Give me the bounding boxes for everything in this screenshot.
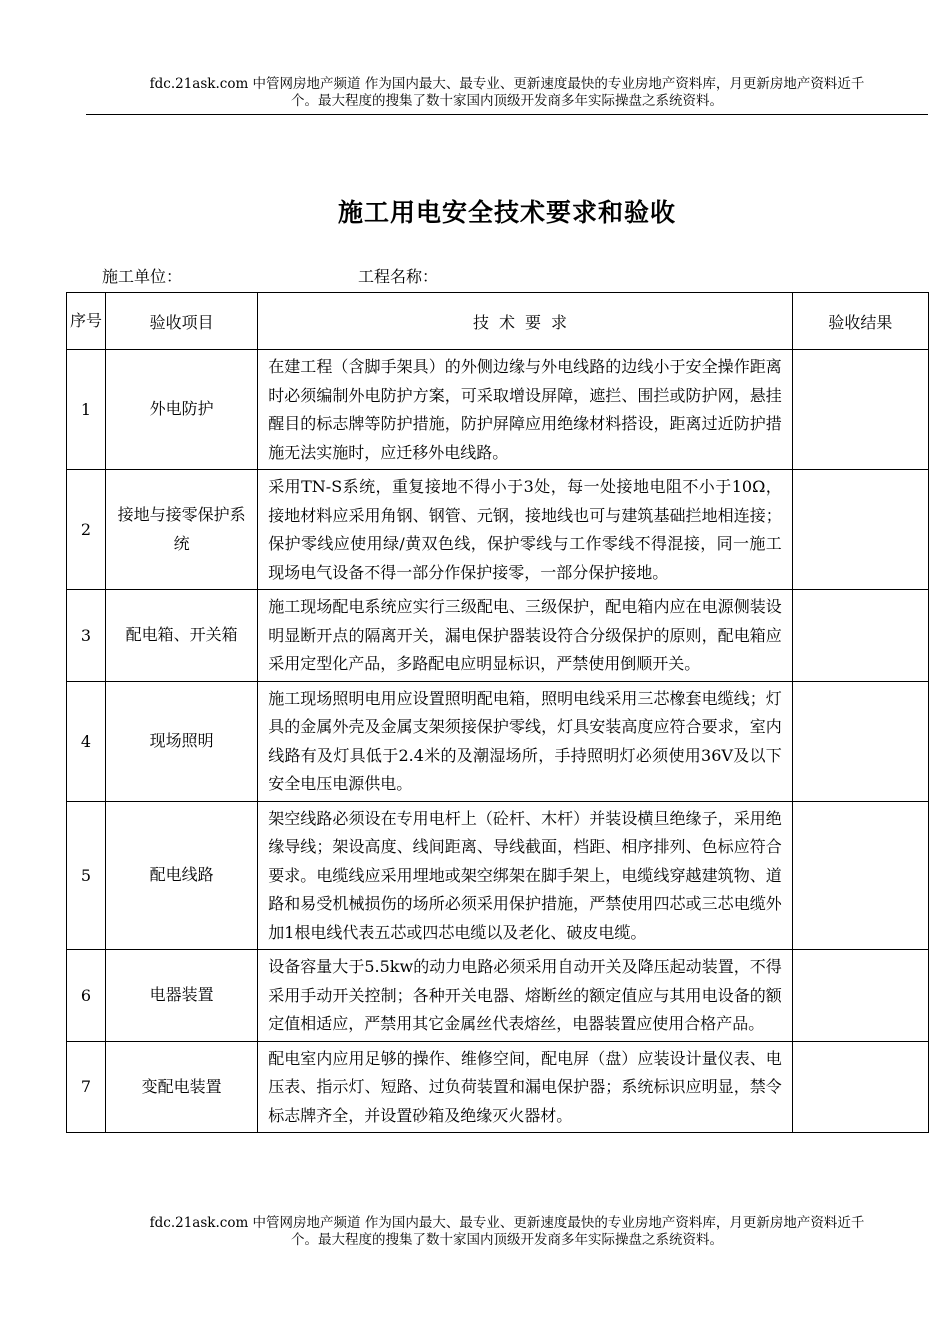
row-item: 现场照明: [106, 681, 258, 801]
table-row: [67, 801, 929, 950]
row-result[interactable]: [792, 350, 928, 470]
table-row: [67, 950, 929, 1042]
row-requirement: 采用TN-S系统，重复接地不得小于3处，每一处接地电阻不小于10Ω，接地材料应采用角钢、钢管、元钢，接地线也可与建筑基础拦地相连接；保护零线应使用绿/黄双色线，保护零线与工作零线不得混接，同一施工现场电气设备不得一部分作保护接零，一部分保护接地。: [258, 470, 793, 590]
header-requirement: 技术要求: [258, 293, 793, 350]
header-line-1: fdc.21ask.com 中管网房地产频道 作为国内最大、最专业、更新速度最快的专业房地产资料库，月更新房地产资料近千: [149, 76, 865, 92]
row-result[interactable]: [792, 801, 928, 950]
row-number: 3: [67, 590, 106, 682]
page-footer: [86, 1215, 928, 1249]
row-item: 变配电装置: [106, 1041, 258, 1133]
row-number: 7: [67, 1041, 106, 1133]
row-number: 1: [67, 350, 106, 470]
row-result[interactable]: [792, 470, 928, 590]
acceptance-table: [66, 292, 929, 1133]
document-title: 施工用电安全技术要求和验收: [337, 198, 676, 227]
row-number: 6: [67, 950, 106, 1042]
row-result[interactable]: [792, 1041, 928, 1133]
row-result[interactable]: [792, 681, 928, 801]
row-requirement: 施工现场配电系统应实行三级配电、三级保护，配电箱内应在电源侧装设明显断开点的隔离开关，漏电保护器装设符合分级保护的原则，配电箱应采用定型化产品，多路配电应明显标识，严禁使用倒顺开关。: [258, 590, 793, 682]
row-item: 配电线路: [106, 801, 258, 950]
row-requirement: 配电室内应用足够的操作、维修空间，配电屏（盘）应装设计量仪表、电压表、指示灯、短路、过负荷装置和漏电保护器；系统标识应明显，禁令标志牌齐全，并设置砂箱及绝缘灭火器材。: [258, 1041, 793, 1133]
header-result: 验收结果: [792, 293, 928, 350]
table-row: [67, 350, 929, 470]
row-item: 外电防护: [106, 350, 258, 470]
project-name-label: 工程名称：: [358, 267, 439, 286]
row-requirement: 架空线路必须设在专用电杆上（砼杆、木杆）并装设横旦绝缘子，采用绝缘导线；架设高度、线间距离、导线截面，档距、相序排列、色标应符合要求。电缆线应采用埋地或架空绑架在脚手架上，电缆线穿越建筑物、道路和易受机械损伤的场所必须采用保护措施，严禁使用四芯或三芯电缆外加1根电线代表五芯或四芯电缆以及老化、破皮电缆。: [258, 801, 793, 950]
table-header-row: [67, 293, 929, 350]
row-number: 4: [67, 681, 106, 801]
row-requirement: 施工现场照明电用应设置照明配电箱，照明电线采用三芯橡套电缆线；灯具的金属外壳及金属支架须接保护零线，灯具安装高度应符合要求，室内线路有及灯具低于2.4米的及潮湿场所，手持照明灯必须使用36V及以下安全电压电源供电。: [258, 681, 793, 801]
table-row: [67, 1041, 929, 1133]
footer-line-2: 个。最大程度的搜集了数十家国内顶级开发商多年实际操盘之系统资料。: [291, 1232, 723, 1248]
footer-line-1: fdc.21ask.com 中管网房地产频道 作为国内最大、最专业、更新速度最快的专业房地产资料库，月更新房地产资料近千: [149, 1215, 865, 1231]
row-result[interactable]: [792, 950, 928, 1042]
row-number: 2: [67, 470, 106, 590]
header-divider: [86, 114, 928, 115]
row-requirement: 在建工程（含脚手架具）的外侧边缘与外电线路的边线小于安全操作距离时必须编制外电防护方案，可采取增设屏障，遮拦、围拦或防护网，悬挂醒目的标志牌等防护措施，防护屏障应用绝缘材料搭设，距离过近防护措施无法实施时，应迁移外电线路。: [258, 350, 793, 470]
row-requirement: 设备容量大于5.5kw的动力电路必须采用自动开关及降压起动装置，不得采用手动开关控制；各种开关电器、熔断丝的额定值应与其用电设备的额定值相适应，严禁用其它金属丝代表熔丝，电器装置应使用合格产品。: [258, 950, 793, 1042]
construction-unit-label: 施工单位：: [102, 267, 183, 286]
row-item: 配电箱、开关箱: [106, 590, 258, 682]
header-no: 序号: [67, 293, 106, 350]
row-item: 电器装置: [106, 950, 258, 1042]
table-row: [67, 470, 929, 590]
page-header: [86, 76, 928, 110]
table-row: [67, 681, 929, 801]
row-item: 接地与接零保护系 统: [106, 470, 258, 590]
header-item: 验收项目: [106, 293, 258, 350]
header-line-2: 个。最大程度的搜集了数十家国内顶级开发商多年实际操盘之系统资料。: [291, 93, 723, 109]
row-number: 5: [67, 801, 106, 950]
table-row: [67, 590, 929, 682]
row-result[interactable]: [792, 590, 928, 682]
